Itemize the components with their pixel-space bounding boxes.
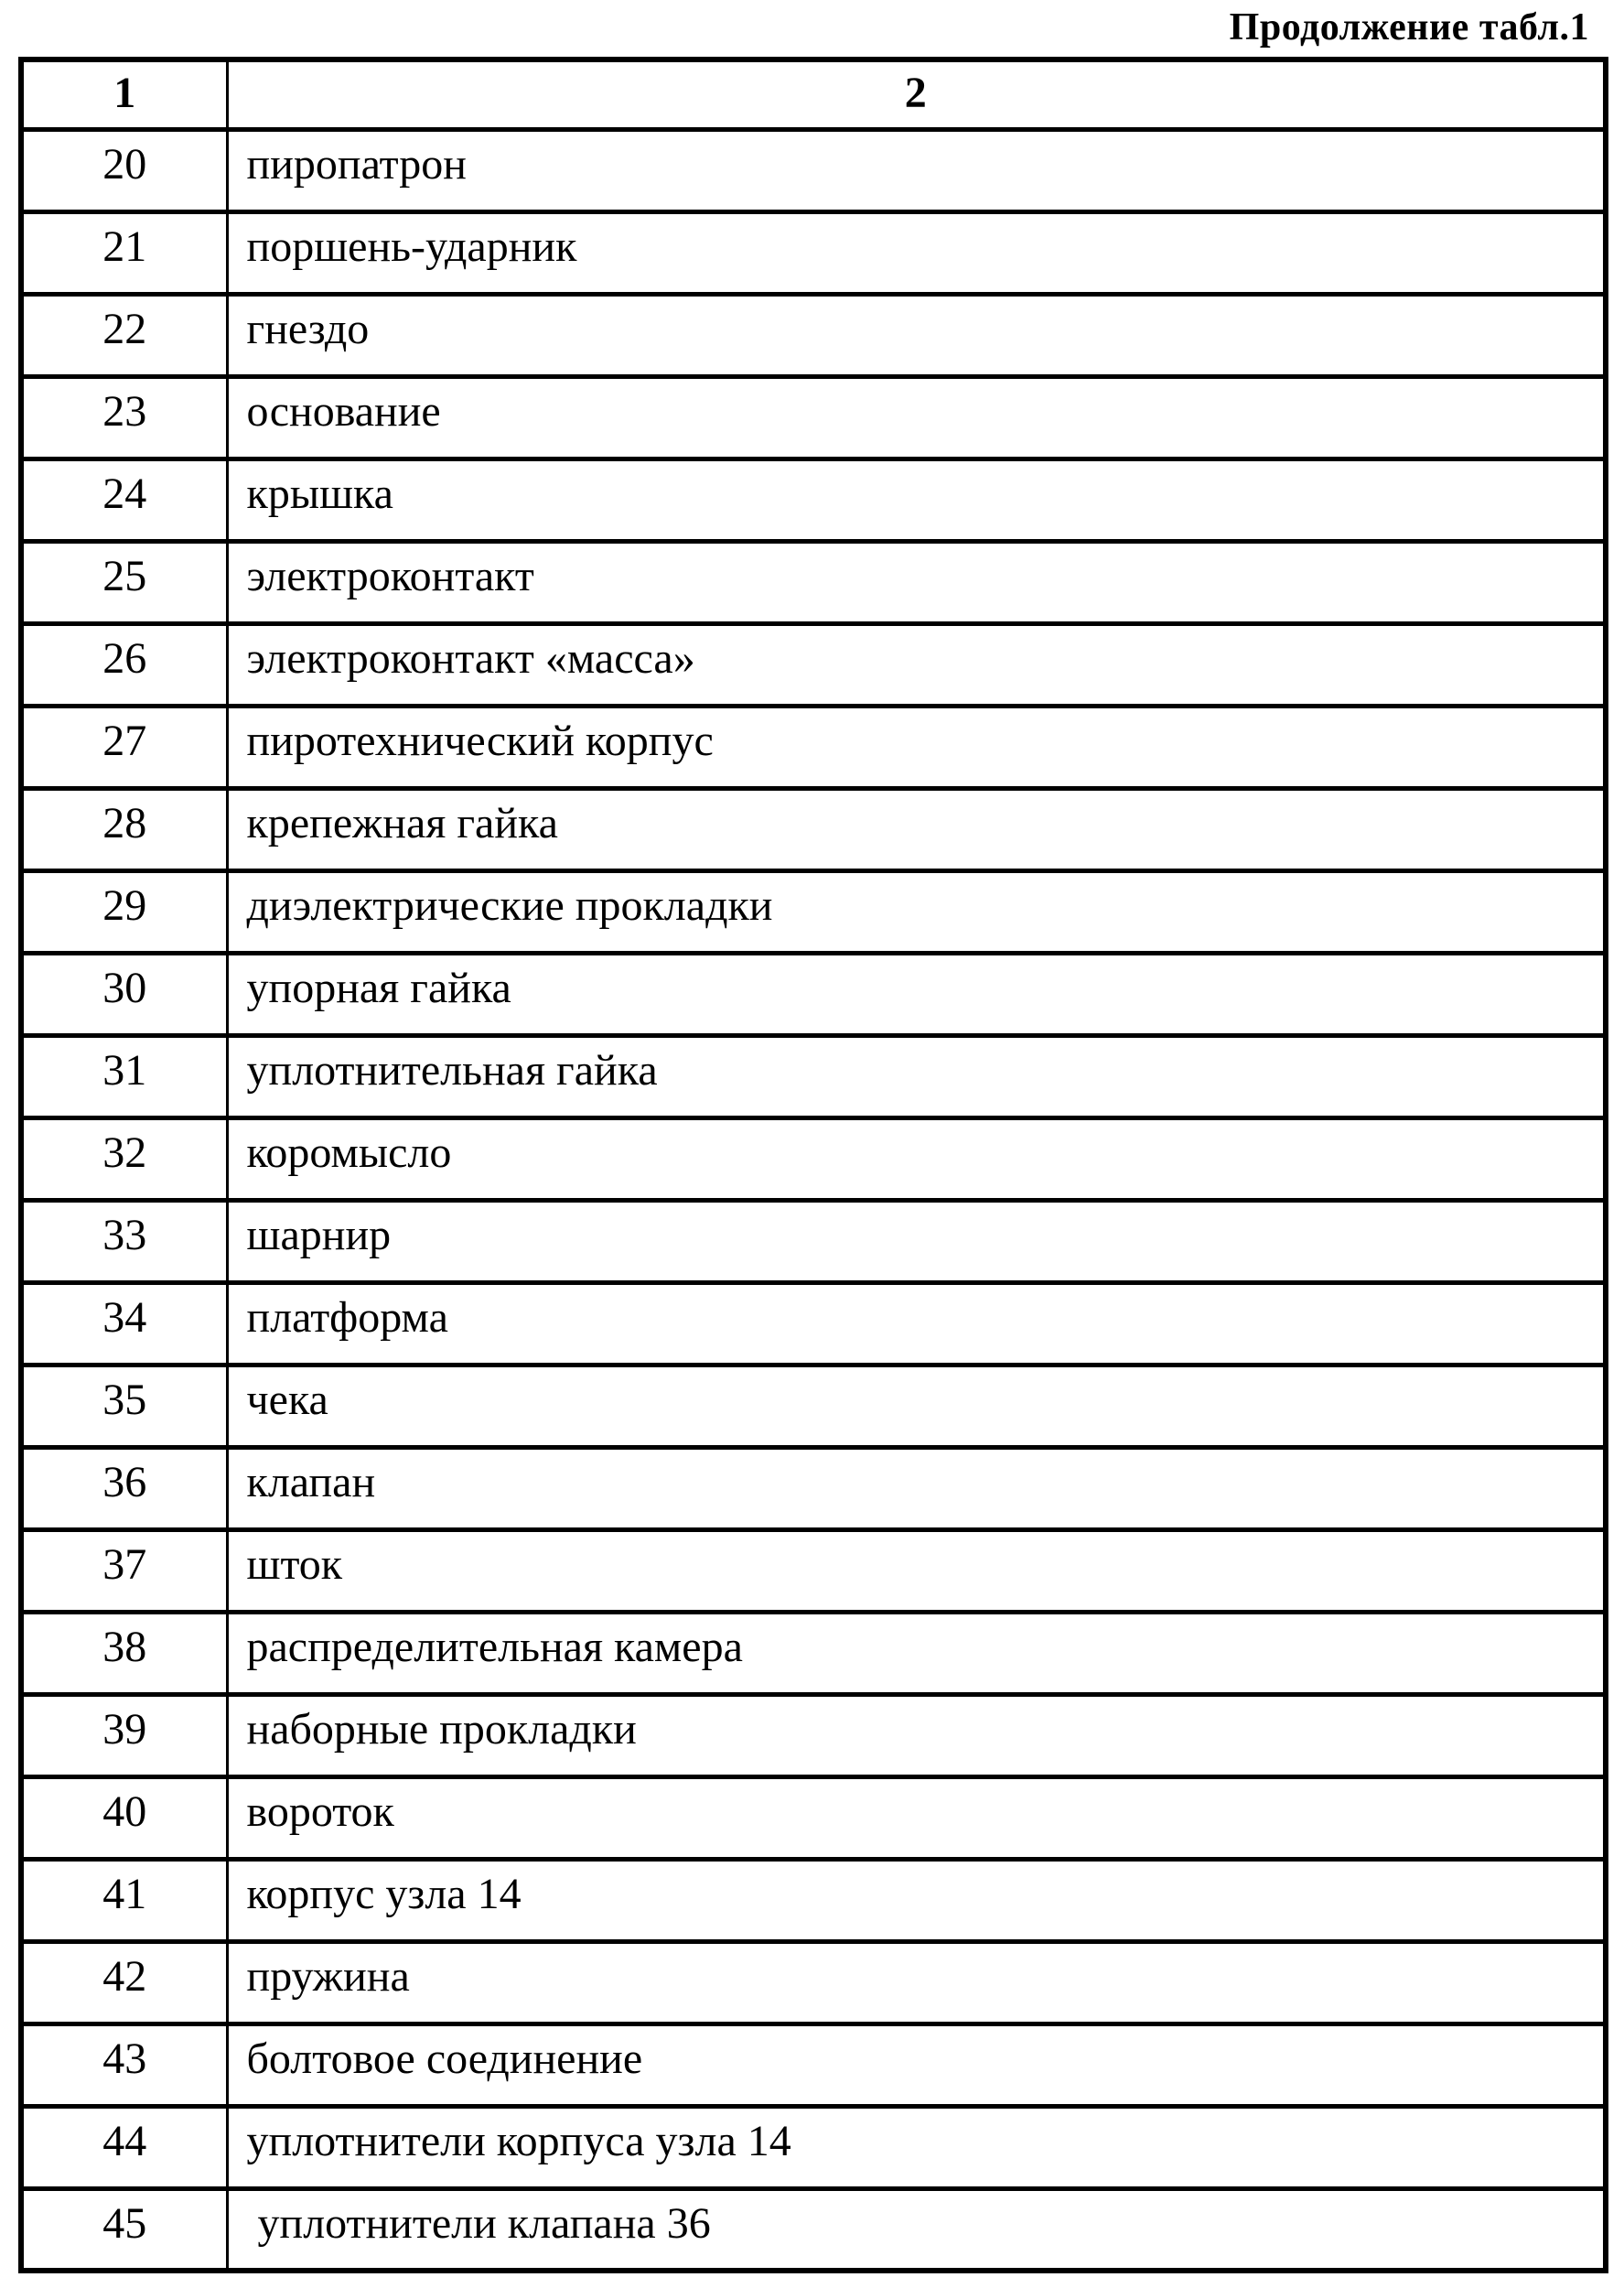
part-name-cell: коромысло [227,1117,1606,1200]
part-number-cell: 22 [21,294,227,376]
part-number-cell: 28 [21,788,227,870]
part-number-cell: 26 [21,623,227,706]
table-row [21,1859,1606,1941]
table-row [21,129,1606,211]
part-number-cell: 34 [21,1282,227,1365]
part-number-cell: 41 [21,1859,227,1941]
part-number-cell: 27 [21,706,227,788]
table-row [21,2188,1606,2271]
part-name-cell: крышка [227,459,1606,541]
part-name-cell: корпус узла 14 [227,1859,1606,1941]
part-name-cell: пиротехнический корпус [227,706,1606,788]
part-number-cell: 43 [21,2024,227,2106]
part-name-cell: болтовое соединение [227,2024,1606,2106]
table-row [21,1282,1606,1365]
parts-table [18,57,1608,2273]
table-row [21,1035,1606,1117]
part-name-cell: крепежная гайка [227,788,1606,870]
part-name-cell: пиропатрон [227,129,1606,211]
part-name-cell: вороток [227,1776,1606,1859]
part-number-cell: 20 [21,129,227,211]
table-row [21,376,1606,459]
table-row [21,870,1606,953]
part-number-cell: 38 [21,1612,227,1694]
table-row [21,1117,1606,1200]
table-row [21,459,1606,541]
table-continuation-caption: Продолжение табл.1 [1229,6,1589,49]
table-row [21,788,1606,870]
part-number-cell: 29 [21,870,227,953]
part-name-cell: распределительная камера [227,1612,1606,1694]
part-name-cell: платформа [227,1282,1606,1365]
table-row [21,294,1606,376]
part-number-cell: 30 [21,953,227,1035]
part-number-cell: 24 [21,459,227,541]
part-name-cell: уплотнительная гайка [227,1035,1606,1117]
column-header-number: 1 [21,59,227,129]
part-name-cell: уплотнители корпуса узла 14 [227,2106,1606,2188]
part-number-cell: 42 [21,1941,227,2024]
part-number-cell: 33 [21,1200,227,1282]
part-name-cell: шток [227,1529,1606,1612]
part-name-cell: уплотнители клапана 36 [227,2188,1606,2271]
part-number-cell: 39 [21,1694,227,1776]
header-row [21,59,1606,129]
column-header-name: 2 [227,59,1606,129]
table-row [21,541,1606,623]
part-number-cell: 44 [21,2106,227,2188]
table-row [21,211,1606,294]
part-number-cell: 37 [21,1529,227,1612]
part-number-cell: 36 [21,1447,227,1529]
parts-table-header [21,59,1606,129]
part-name-cell: гнездо [227,294,1606,376]
part-name-cell: электроконтакт «масса» [227,623,1606,706]
table-row [21,1694,1606,1776]
table-row [21,706,1606,788]
table-row [21,1365,1606,1447]
table-row [21,1941,1606,2024]
part-number-cell: 32 [21,1117,227,1200]
part-number-cell: 45 [21,2188,227,2271]
part-number-cell: 40 [21,1776,227,1859]
part-name-cell: упорная гайка [227,953,1606,1035]
table-row [21,953,1606,1035]
table-row [21,1447,1606,1529]
table-row [21,2024,1606,2106]
part-name-cell: поршень-ударник [227,211,1606,294]
parts-table-body [21,129,1606,2271]
part-name-cell: электроконтакт [227,541,1606,623]
part-name-cell: диэлектрические прокладки [227,870,1606,953]
part-name-cell: чека [227,1365,1606,1447]
part-number-cell: 25 [21,541,227,623]
part-name-cell: наборные прокладки [227,1694,1606,1776]
table-row [21,1200,1606,1282]
part-name-cell: пружина [227,1941,1606,2024]
table-row [21,623,1606,706]
part-name-cell: клапан [227,1447,1606,1529]
part-number-cell: 31 [21,1035,227,1117]
table-row [21,1776,1606,1859]
part-number-cell: 35 [21,1365,227,1447]
part-name-cell: шарнир [227,1200,1606,1282]
table-row [21,2106,1606,2188]
part-number-cell: 23 [21,376,227,459]
part-number-cell: 21 [21,211,227,294]
part-name-cell: основание [227,376,1606,459]
table-row [21,1529,1606,1612]
table-row [21,1612,1606,1694]
